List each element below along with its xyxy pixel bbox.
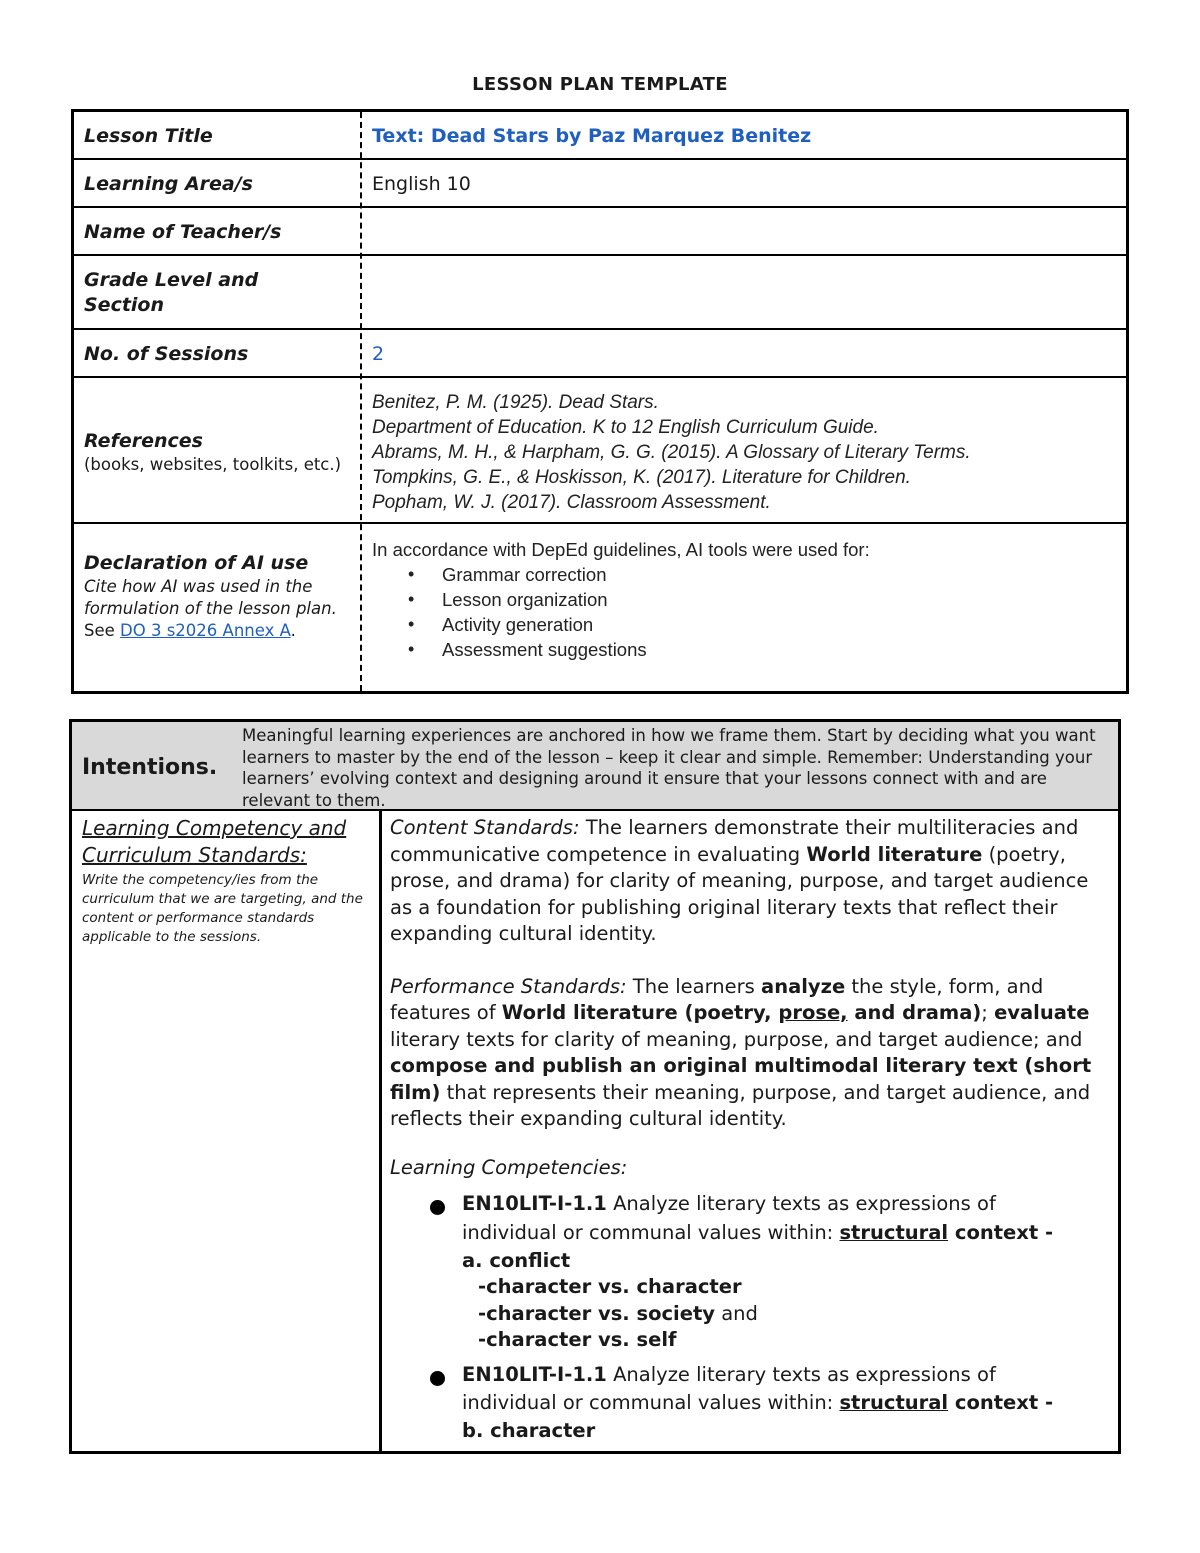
ai-uses-list [372, 562, 1116, 662]
ai-see-suffix: . [290, 621, 296, 640]
performance-emphasis: and drama) [847, 1001, 982, 1024]
grade-label: Grade Level and Section [84, 269, 259, 316]
competency-text: individual or communal values within: [462, 1391, 840, 1414]
sessions-label: No. of Sessions [84, 343, 249, 365]
competency-context [462, 1218, 1108, 1248]
performance-text: literary texts for clarity of meaning, purpose, and target audience; and [390, 1027, 1083, 1051]
competency-emphasis: context - [948, 1391, 1054, 1414]
competency-emphasis: context - [948, 1220, 1054, 1244]
annex-link[interactable]: DO 3 s2026 Annex A [120, 621, 291, 640]
learning-area-value: English 10 [372, 173, 471, 195]
competency-text: Analyze literary texts as expressions of [606, 1362, 996, 1386]
lesson-title-value: Text: Dead Stars by Paz Marquez Benitez [372, 125, 812, 147]
competency-code: EN10LIT-I-1.1 [462, 1362, 607, 1386]
references-label: References [84, 430, 203, 452]
competency-label-cell [82, 815, 367, 947]
performance-text: ; [981, 1001, 995, 1024]
references-list [372, 390, 1116, 515]
reference-item: Benitez, P. M. (1925). Dead Stars. [372, 392, 659, 413]
competency-subitem [462, 1301, 1108, 1328]
sessions-value: 2 [372, 343, 385, 365]
ai-see-line [84, 620, 354, 642]
competency-emphasis: structural [839, 1391, 949, 1414]
intentions-header [72, 722, 1118, 811]
content-standards-text: The learners demonstrate their multiliteracies and communicative competence in evaluating [390, 816, 1079, 866]
performance-standards-label: Performance Standards: [390, 974, 627, 998]
intentions-description: Meaningful learning experiences are anchored in how we frame them. Start by deciding what you want learners to master by the end of the lesson – keep it clear and simple. Remember: Understanding your learners’ evolving context and designing around it ensure that your lessons connect with and are relevant to them. [242, 726, 1096, 810]
ai-use-item: • Activity generation [372, 612, 1116, 637]
ai-declaration-content [372, 537, 1116, 662]
competency-standards-instructions: Write the competency/ies from the curriculum that we are targeting, and the content or performance standards applicable to the sessions. [82, 872, 363, 945]
competency-code: EN10LIT-I-1.1 [462, 1192, 607, 1215]
table-bottom-border [72, 1451, 1118, 1454]
references-sublabel: (books, websites, toolkits, etc.) [84, 455, 342, 474]
competency-text: and [715, 1301, 758, 1325]
competencies-label: Learning Competencies: [390, 1155, 628, 1179]
performance-emphasis: prose, [778, 1001, 848, 1024]
competency-subitem: -character vs. character [478, 1275, 742, 1298]
performance-text: The learners [626, 974, 762, 998]
competency-item [390, 1362, 1108, 1445]
document-title: LESSON PLAN TEMPLATE [472, 74, 728, 95]
ai-sublabel: Cite how AI was used in the formulation of the lesson plan. [84, 577, 337, 618]
reference-item: Popham, W. J. (2017). Classroom Assessment. [372, 492, 771, 513]
competency-item [390, 1191, 1108, 1354]
performance-emphasis: evaluate [994, 1001, 1090, 1024]
content-standards [390, 815, 1108, 948]
competency-focus: b. character [462, 1419, 596, 1442]
competency-text: Analyze literary texts as expressions of [606, 1192, 996, 1215]
content-standards-label: Content Standards: [390, 816, 580, 839]
ai-intro: In accordance with DepEd guidelines, AI tools were used for: [372, 539, 870, 560]
ai-label-group [84, 551, 354, 642]
performance-text: the style, form, and features of [390, 974, 1044, 1024]
competency-text: individual or communal values within: [462, 1220, 840, 1244]
intentions-title: Intentions. [82, 755, 218, 780]
bullet-icon [430, 1200, 445, 1215]
column-divider [379, 811, 382, 1454]
row-sessions [74, 330, 1126, 378]
reference-item: Abrams, M. H., & Harpham, G. G. (2015). A Glossary of Literary Terms. [372, 442, 971, 463]
performance-text: that represents their meaning, purpose, and target audience, and reflects their expanding cultural identity. [390, 1080, 1091, 1130]
bullet-icon [430, 1371, 445, 1386]
competency-emphasis: -character vs. society [478, 1301, 715, 1325]
lesson-title-label: Lesson Title [84, 125, 213, 147]
row-references [74, 378, 1126, 524]
competency-standards-title: Learning Competency and Curriculum Standards: [82, 816, 347, 867]
content-standards-emphasis: World literature [806, 842, 983, 866]
content-standards-text: (poetry, prose, and drama) for clarity of meaning, purpose, and target audience as a foundation for publishing original literary texts that reflect their expanding cultural identity. [390, 842, 1089, 945]
teacher-label: Name of Teacher/s [84, 221, 282, 243]
performance-emphasis: compose and publish an original multimodal literary text (short film) [390, 1054, 1092, 1104]
reference-item: Department of Education. K to 12 English Curriculum Guide. [372, 417, 879, 438]
ai-use-item: • Lesson organization [372, 587, 1116, 612]
performance-emphasis: World literature (poetry, [501, 1001, 779, 1024]
competency-emphasis: structural [839, 1220, 949, 1244]
row-learning-area [74, 160, 1126, 208]
competency-focus: a. conflict [462, 1248, 571, 1272]
competency-context [462, 1388, 1108, 1418]
intentions-table [69, 719, 1121, 1454]
ai-use-item: • Grammar correction [372, 562, 1116, 587]
row-grade-section [74, 256, 1126, 330]
performance-standards [390, 974, 1108, 1133]
row-teacher [74, 208, 1126, 256]
reference-item: Tompkins, G. E., & Hoskisson, K. (2017). Literature for Children. [372, 467, 911, 488]
performance-emphasis: analyze [761, 974, 846, 998]
ai-label: Declaration of AI use [84, 552, 309, 574]
references-label-group [84, 429, 354, 476]
ai-see-prefix: See [84, 621, 121, 640]
row-ai-declaration [74, 524, 1126, 691]
standards-content-cell [390, 815, 1108, 1445]
ai-use-item: • Assessment suggestions [372, 637, 1116, 662]
learning-area-label: Learning Area/s [84, 173, 253, 195]
lesson-info-table [71, 109, 1129, 694]
row-lesson-title [74, 112, 1126, 160]
competency-subitem: -character vs. self [478, 1328, 677, 1351]
